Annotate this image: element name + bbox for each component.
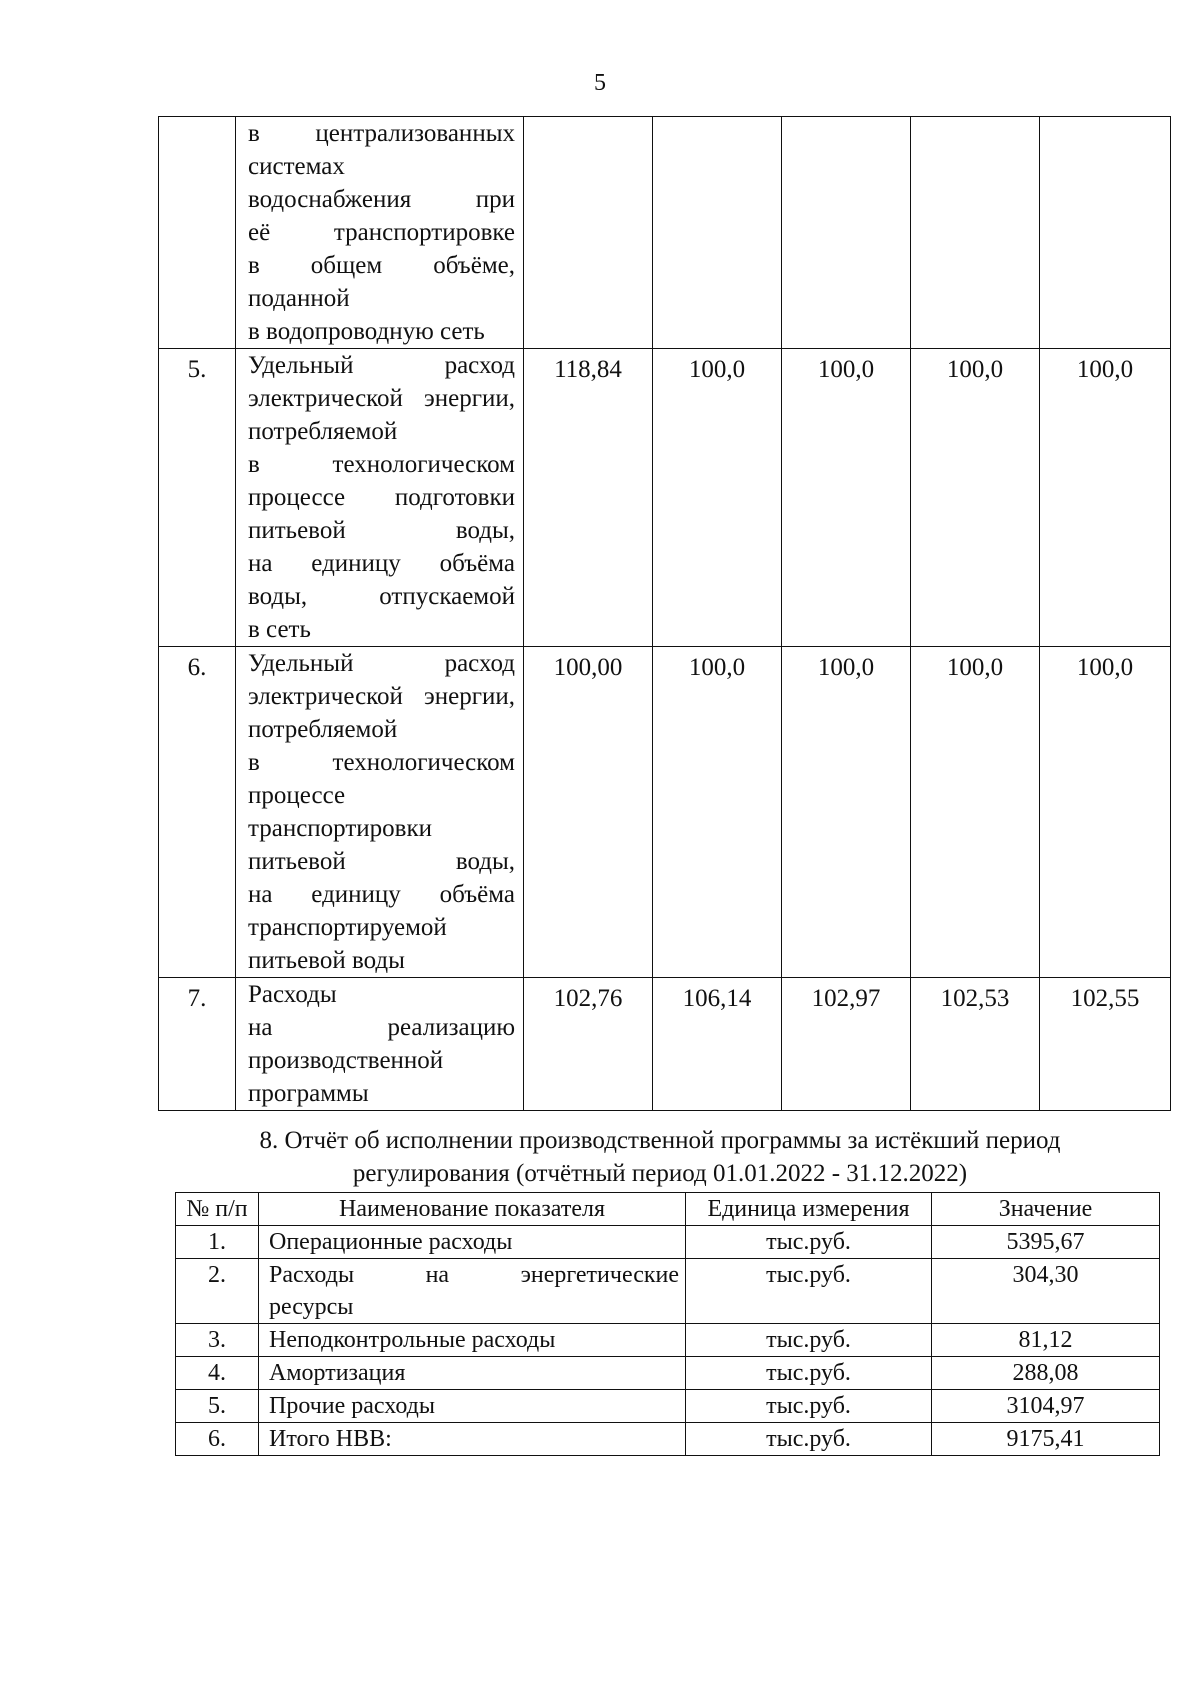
name-line: электрической энергии, (248, 683, 515, 710)
name-line: в общем объёме, (248, 252, 515, 279)
value-cell: 9175,41 (932, 1423, 1160, 1456)
name-line: её транспортировке (248, 219, 515, 246)
value-cell: 102,55 (1040, 978, 1171, 1111)
name-line: в технологическом (248, 451, 515, 478)
row-number-cell: 5. (159, 349, 236, 647)
indicator-name-cell (236, 647, 524, 978)
value-cell (524, 117, 653, 349)
indicator-name-cell: Операционные расходы (259, 1226, 686, 1259)
name-line: электрической энергии, (248, 385, 515, 412)
value-cell: 102,53 (911, 978, 1040, 1111)
name-line: в сеть (248, 616, 311, 643)
header-value: Значение (932, 1193, 1160, 1226)
name-line: системах (248, 153, 345, 180)
value-cell: 100,0 (653, 349, 782, 647)
name-line: на реализацию (248, 1014, 515, 1041)
value-cell: 100,0 (653, 647, 782, 978)
row-number-cell: 6. (159, 647, 236, 978)
unit-cell: тыс.руб. (686, 1324, 932, 1357)
value-cell: 100,00 (524, 647, 653, 978)
name-line: потребляемой (248, 418, 398, 445)
header-indicator-name: Наименование показателя (259, 1193, 686, 1226)
value-cell: 81,12 (932, 1324, 1160, 1357)
section-title: 8. Отчёт об исполнении производственной программы за истёкший период регулирования (отчётный период 01.01.2022 - 31.12.2022) (259, 1127, 1061, 1187)
table-row (176, 1390, 1160, 1423)
value-cell: 100,0 (782, 647, 911, 978)
indicator-name-cell (236, 117, 524, 349)
name-line: Расходы (248, 981, 337, 1008)
name-line: питьевой воды, (248, 517, 515, 544)
table-row (176, 1226, 1160, 1259)
indicator-name-cell (259, 1259, 686, 1324)
value-cell (653, 117, 782, 349)
value-cell: 100,0 (1040, 349, 1171, 647)
name-line: на единицу объёма (248, 881, 515, 908)
name-line: транспортировки (248, 815, 432, 842)
name-line: производственной (248, 1047, 444, 1074)
table-row (176, 1423, 1160, 1456)
value-cell: 100,0 (911, 647, 1040, 978)
value-cell: 5395,67 (932, 1226, 1160, 1259)
name-line: на единицу объёма (248, 550, 515, 577)
row-number-cell: 7. (159, 978, 236, 1111)
indicator-name-cell (236, 349, 524, 647)
name-line: в централизованных (248, 120, 515, 147)
name-line: процессе (248, 782, 346, 809)
name-line: потребляемой (248, 716, 398, 743)
unit-cell: тыс.руб. (686, 1357, 932, 1390)
row-number-cell: 3. (176, 1324, 259, 1357)
name-line: процессе подготовки (248, 484, 515, 511)
value-cell: 102,76 (524, 978, 653, 1111)
table-row (176, 1324, 1160, 1357)
table-header-row (176, 1193, 1160, 1226)
page-number: 5 (594, 70, 606, 96)
value-cell: 288,08 (932, 1357, 1160, 1390)
table-row (159, 978, 1171, 1111)
name-line: в водопроводную сеть (248, 318, 485, 345)
name-line: ресурсы (269, 1294, 354, 1320)
value-cell: 100,0 (1040, 647, 1171, 978)
name-line: водоснабжения при (248, 186, 515, 213)
table-row (159, 647, 1171, 978)
value-cell: 106,14 (653, 978, 782, 1111)
unit-cell: тыс.руб. (686, 1226, 932, 1259)
row-number-cell: 1. (176, 1226, 259, 1259)
value-cell (911, 117, 1040, 349)
name-line: поданной (248, 285, 350, 312)
value-cell: 3104,97 (932, 1390, 1160, 1423)
name-line: воды, отпускаемой (248, 583, 515, 610)
indicator-name-cell (236, 978, 524, 1111)
table-row (176, 1357, 1160, 1390)
value-cell: 118,84 (524, 349, 653, 647)
unit-cell: тыс.руб. (686, 1390, 932, 1423)
name-line: Удельный расход (248, 650, 515, 677)
row-number-cell: 5. (176, 1390, 259, 1423)
name-line: питьевой воды (248, 947, 405, 974)
value-cell (782, 117, 911, 349)
table-row (159, 117, 1171, 349)
indicators-table-continuation (158, 116, 1171, 1111)
indicator-name-cell: Неподконтрольные расходы (259, 1324, 686, 1357)
name-line: транспортируемой (248, 914, 447, 941)
name-line: в технологическом (248, 749, 515, 776)
name-line: программы (248, 1080, 369, 1107)
name-line: Расходы на энергетические (269, 1262, 679, 1288)
row-number-cell (159, 117, 236, 349)
value-cell: 102,97 (782, 978, 911, 1111)
row-number-cell: 2. (176, 1259, 259, 1324)
header-unit: Единица измерения (686, 1193, 932, 1226)
name-line: питьевой воды, (248, 848, 515, 875)
value-cell: 304,30 (932, 1259, 1160, 1324)
value-cell (1040, 117, 1171, 349)
header-number: № п/п (176, 1193, 259, 1226)
row-number-cell: 6. (176, 1423, 259, 1456)
table-row (176, 1259, 1160, 1324)
value-cell: 100,0 (911, 349, 1040, 647)
indicator-name-cell: Итого НВВ: (259, 1423, 686, 1456)
name-line: Удельный расход (248, 352, 515, 379)
row-number-cell: 4. (176, 1357, 259, 1390)
table-row (159, 349, 1171, 647)
indicator-name-cell: Амортизация (259, 1357, 686, 1390)
unit-cell: тыс.руб. (686, 1423, 932, 1456)
indicator-name-cell: Прочие расходы (259, 1390, 686, 1423)
unit-cell: тыс.руб. (686, 1259, 932, 1324)
production-program-report-table (175, 1192, 1160, 1456)
value-cell: 100,0 (782, 349, 911, 647)
